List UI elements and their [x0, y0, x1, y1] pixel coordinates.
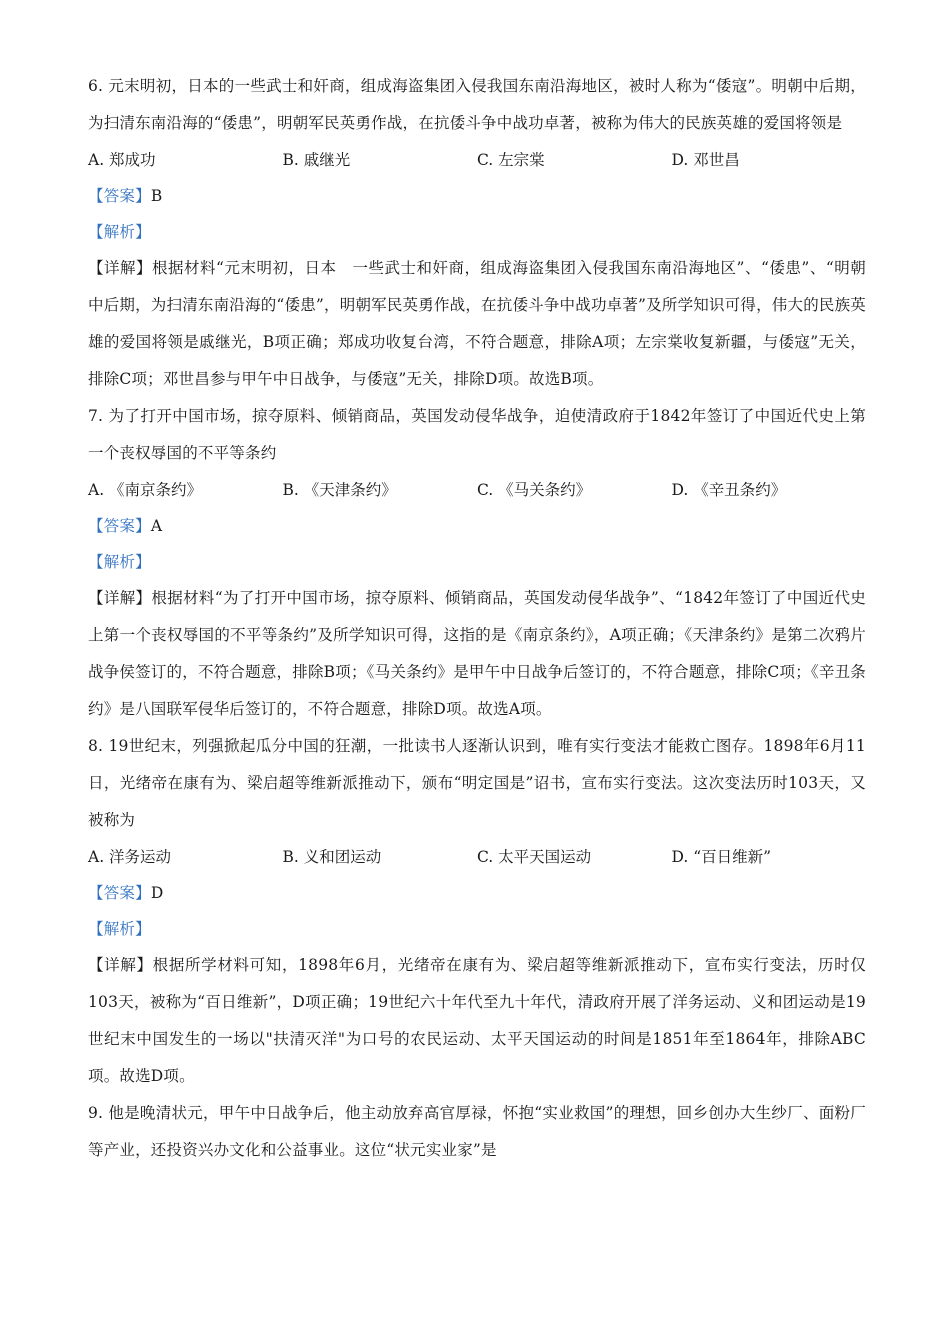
- detail-text: 根据材料“元末明初，日本 一些武士和奸商，组成海盗集团入侵我国东南沿海地区”、“倭患”、“明朝中后期，为扫清东南沿海的“倭患”，明朝军民英勇作战，在抗倭斗争中战功卓著”及所学知识可得，伟大的民族英雄的爱国将领是戚继光，B项正确；郑成功收复台湾，不符合题意，排除A项；左宗棠收复新疆，与倭寇”无关，排除C项；邓世昌参与甲午中日战争，与倭寇”无关，排除D项。故选B项。: [88, 259, 866, 388]
- analysis-tag: 【解析】: [88, 553, 151, 571]
- document-page: [88, 68, 866, 1169]
- question-stem: 6. 元末明初，日本的一些武士和奸商，组成海盗集团入侵我国东南沿海地区，被时人称为“倭寇”。明朝中后期，为扫清东南沿海的“倭患”，明朝军民英勇作战，在抗倭斗争中战功卓著，被称为伟大的民族英雄的爱国将领是: [88, 77, 866, 132]
- answer-tag: 【答案】: [88, 884, 151, 902]
- question-7: [88, 398, 866, 728]
- option-d: D. 《辛丑条约》: [671, 481, 787, 499]
- analysis-line: [88, 911, 866, 947]
- analysis-tag: 【解析】: [88, 223, 151, 241]
- answer-value: B: [150, 187, 163, 205]
- option-list: [88, 839, 866, 875]
- option-c: C. 太平天国运动: [477, 848, 592, 866]
- option-c: C. 左宗棠: [477, 151, 545, 169]
- detail-paragraph: [88, 947, 866, 1095]
- analysis-tag: 【解析】: [88, 920, 151, 938]
- analysis-line: [88, 214, 866, 250]
- question-6: [88, 68, 866, 398]
- option-d: D. 邓世昌: [671, 151, 740, 169]
- detail-tag: 【详解】: [88, 589, 152, 607]
- question-stem: 7. 为了打开中国市场，掠夺原料、倾销商品，英国发动侵华战争，迫使清政府于1842年签订了中国近代史上第一个丧权辱国的不平等条约: [88, 407, 866, 462]
- question-9: [88, 1095, 866, 1169]
- option-b: B. 义和团运动: [282, 848, 382, 866]
- option-b: B. 戚继光: [282, 151, 351, 169]
- option-c: C. 《马关条约》: [477, 481, 592, 499]
- answer-value: A: [150, 517, 163, 535]
- question-stem: 8. 19世纪末，列强掀起瓜分中国的狂潮，一批读书人逐渐认识到，唯有实行变法才能救亡图存。1898年6月11日，光绪帝在康有为、梁启超等维新派推动下，颁布“明定国是”诏书，宣布实行变法。这次变法历时103天，又被称为: [88, 737, 866, 829]
- answer-value: D: [150, 884, 164, 902]
- option-list: [88, 142, 866, 178]
- option-a: A. 洋务运动: [88, 848, 172, 866]
- detail-tag: 【详解】: [88, 956, 153, 974]
- answer-line: [88, 508, 866, 544]
- analysis-line: [88, 544, 866, 580]
- answer-line: [88, 178, 866, 214]
- answer-tag: 【答案】: [88, 187, 151, 205]
- detail-paragraph: [88, 580, 866, 728]
- detail-paragraph: [88, 250, 866, 398]
- option-list: [88, 472, 866, 508]
- question-8: [88, 728, 866, 1095]
- question-stem: 9. 他是晚清状元，甲午中日战争后，他主动放弃高官厚禄，怀抱“实业救国”的理想，回乡创办大生纱厂、面粉厂等产业，还投资兴办文化和公益事业。这位“状元实业家”是: [88, 1104, 866, 1159]
- option-a: A. 郑成功: [88, 151, 156, 169]
- option-b: B. 《天津条约》: [282, 481, 397, 499]
- answer-tag: 【答案】: [88, 517, 151, 535]
- detail-text: 根据材料“为了打开中国市场，掠夺原料、倾销商品，英国发动侵华战争”、“1842年签订了中国近代史上第一个丧权辱国的不平等条约”及所学知识可得，这指的是《南京条约》，A项正确；《天津条约》是第二次鸦片战争侯签订的，不符合题意，排除B项；《马关条约》是甲午中日战争后签订的，不符合题意，排除C项；《辛丑条约》是八国联军侵华后签订的，不符合题意，排除D项。故选A项。: [88, 589, 866, 718]
- option-d: D. “百日维新”: [671, 848, 772, 866]
- detail-tag: 【详解】: [88, 259, 153, 277]
- option-a: A. 《南京条约》: [88, 481, 203, 499]
- detail-text: 根据所学材料可知，1898年6月，光绪帝在康有为、梁启超等维新派推动下，宣布实行变法，历时仅103天，被称为“百日维新”，D项正确；19世纪六十年代至九十年代，清政府开展了洋务运动、义和团运动是19世纪末中国发生的一场以"扶清灭洋"为口号的农民运动、太平天国运动的时间是1851年至1864年，排除ABC项。故选D项。: [88, 956, 866, 1085]
- answer-line: [88, 875, 866, 911]
